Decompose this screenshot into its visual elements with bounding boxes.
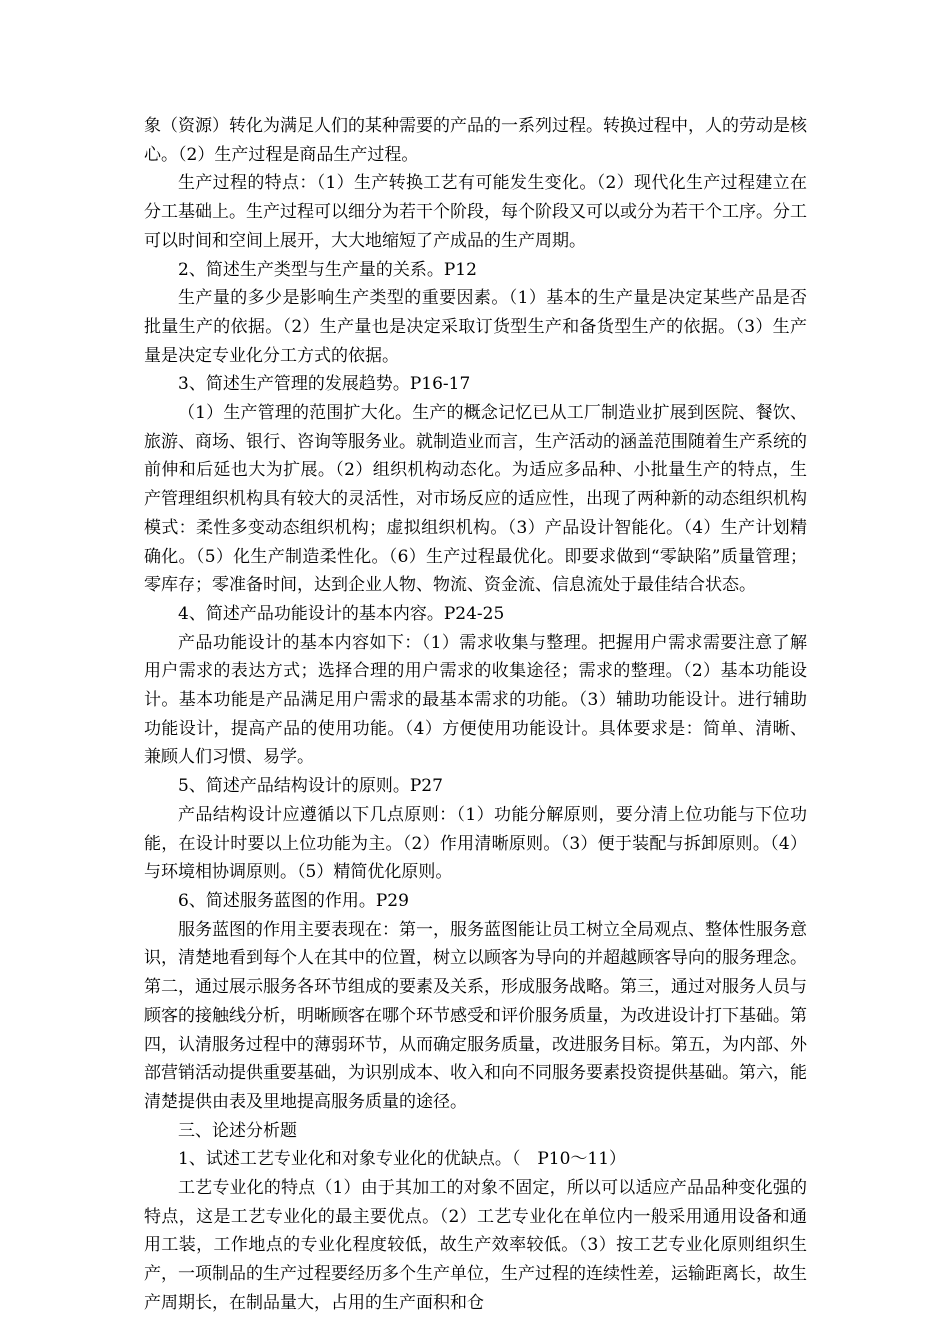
section-heading-discussion: 三、论述分析题 (178, 1120, 297, 1141)
paragraph-answer-4: 产品功能设计的基本内容如下：（1）需求收集与整理。把握用户需求需要注意了解用户需求的表达方式；选择合理的用户需求的收集途径；需求的整理。（2）基本功能设计。基本功能是产品满足用户需求的最基本需求的功能。（3）辅助功能设计。进行辅助功能设计，提高产品的使用功能。（4）方便使用功能设计。具体要求是：简单、清晰、兼顾人们习惯、易学。 (144, 632, 807, 768)
question-heading-discussion-1: 1、试述工艺专业化和对象专业化的优缺点。（ P10～11） (178, 1149, 627, 1170)
question-heading-6: 6、简述服务蓝图的作用。P29 (178, 890, 409, 911)
question-heading-5: 5、简述产品结构设计的原则。P27 (178, 776, 443, 797)
paragraph-answer-5: 产品结构设计应遵循以下几点原则：（1）功能分解原则，要分清上位功能与下位功能，在设计时要以上位功能为主。（2）作用清晰原则。（3）便于装配与拆卸原则。（4）与环境相协调原则。（5）精简优化原则。 (144, 804, 807, 883)
question-heading-3: 3、简述生产管理的发展趋势。P16-17 (178, 374, 471, 395)
paragraph-production-process-features: 生产过程的特点：（1）生产转换工艺有可能发生变化。（2）现代化生产过程建立在分工基础上。生产过程可以细分为若干个阶段，每个阶段又可以或分为若干个工序。分工可以时间和空间上展开，大大地缩短了产成品的生产周期。 (144, 173, 807, 251)
question-heading-4: 4、简述产品功能设计的基本内容。P24-25 (178, 603, 505, 624)
paragraph-answer-6: 服务蓝图的作用主要表现在：第一，服务蓝图能让员工树立全局观点、整体性服务意识，清楚地看到每个人在其中的位置，树立以顾客为导向的并超越顾客导向的服务理念。第二，通过展示服务各环节组成的要素及关系，形成服务战略。第三，通过对服务人员与顾客的接触线分析，明晰顾客在哪个环节感受和评价服务质量，为改进设计打下基础。第四，认清服务过程中的薄弱环节，从而确定服务质量，改进服务目标。第五，为内部、外部营销活动提供重要基础，为识别成本、收入和向不同服务要素投资提供基础。第六，能清楚提供由表及里地提高服务质量的途径。 (144, 919, 807, 1112)
paragraph-answer-discussion-1: 工艺专业化的特点（1）由于其加工的对象不固定，所以可以适应产品品种变化强的特点，这是工艺专业化的最主要优点。（2）工艺专业化在单位内一般采用通用设备和通用工装，工作地点的专业化程度较低，故生产效率较低。（3）按工艺专业化原则组织生产，一项制品的生产过程要经历多个生产单位，生产过程的连续性差，运输距离长，故生产周期长，在制品量大，占用的生产面积和仓 (144, 1178, 807, 1313)
document-body (144, 112, 807, 1318)
question-heading-2: 2、简述生产类型与生产量的关系。P12 (178, 259, 477, 280)
paragraph-continuation: 象（资源）转化为满足人们的某种需要的产品的一系列过程。转换过程中，人的劳动是核心。（2）生产过程是商品生产过程。 (144, 116, 807, 165)
paragraph-answer-2: 生产量的多少是影响生产类型的重要因素。（1）基本的生产量是决定某些产品是否批量生产的依据。（2）生产量也是决定采取订货型生产和备货型生产的依据。（3）生产量是决定专业化分工方式的依据。 (144, 288, 807, 366)
paragraph-answer-3: （1）生产管理的范围扩大化。生产的概念记忆已从工厂制造业扩展到医院、餐饮、旅游、商场、银行、咨询等服务业。就制造业而言，生产活动的涵盖范围随着生产系统的前伸和后延也大为扩展。（2）组织机构动态化。为适应多品种、小批量生产的特点，生产管理组织机构具有较大的灵活性，对市场反应的适应性，出现了两种新的动态组织机构模式：柔性多变动态组织机构；虚拟组织机构。（3）产品设计智能化。（4）生产计划精确化。（5）化生产制造柔性化。（6）生产过程最优化。即要求做到“零缺陷”质量管理；零库存；零准备时间，达到企业人物、物流、资金流、信息流处于最佳结合状态。 (144, 403, 807, 596)
